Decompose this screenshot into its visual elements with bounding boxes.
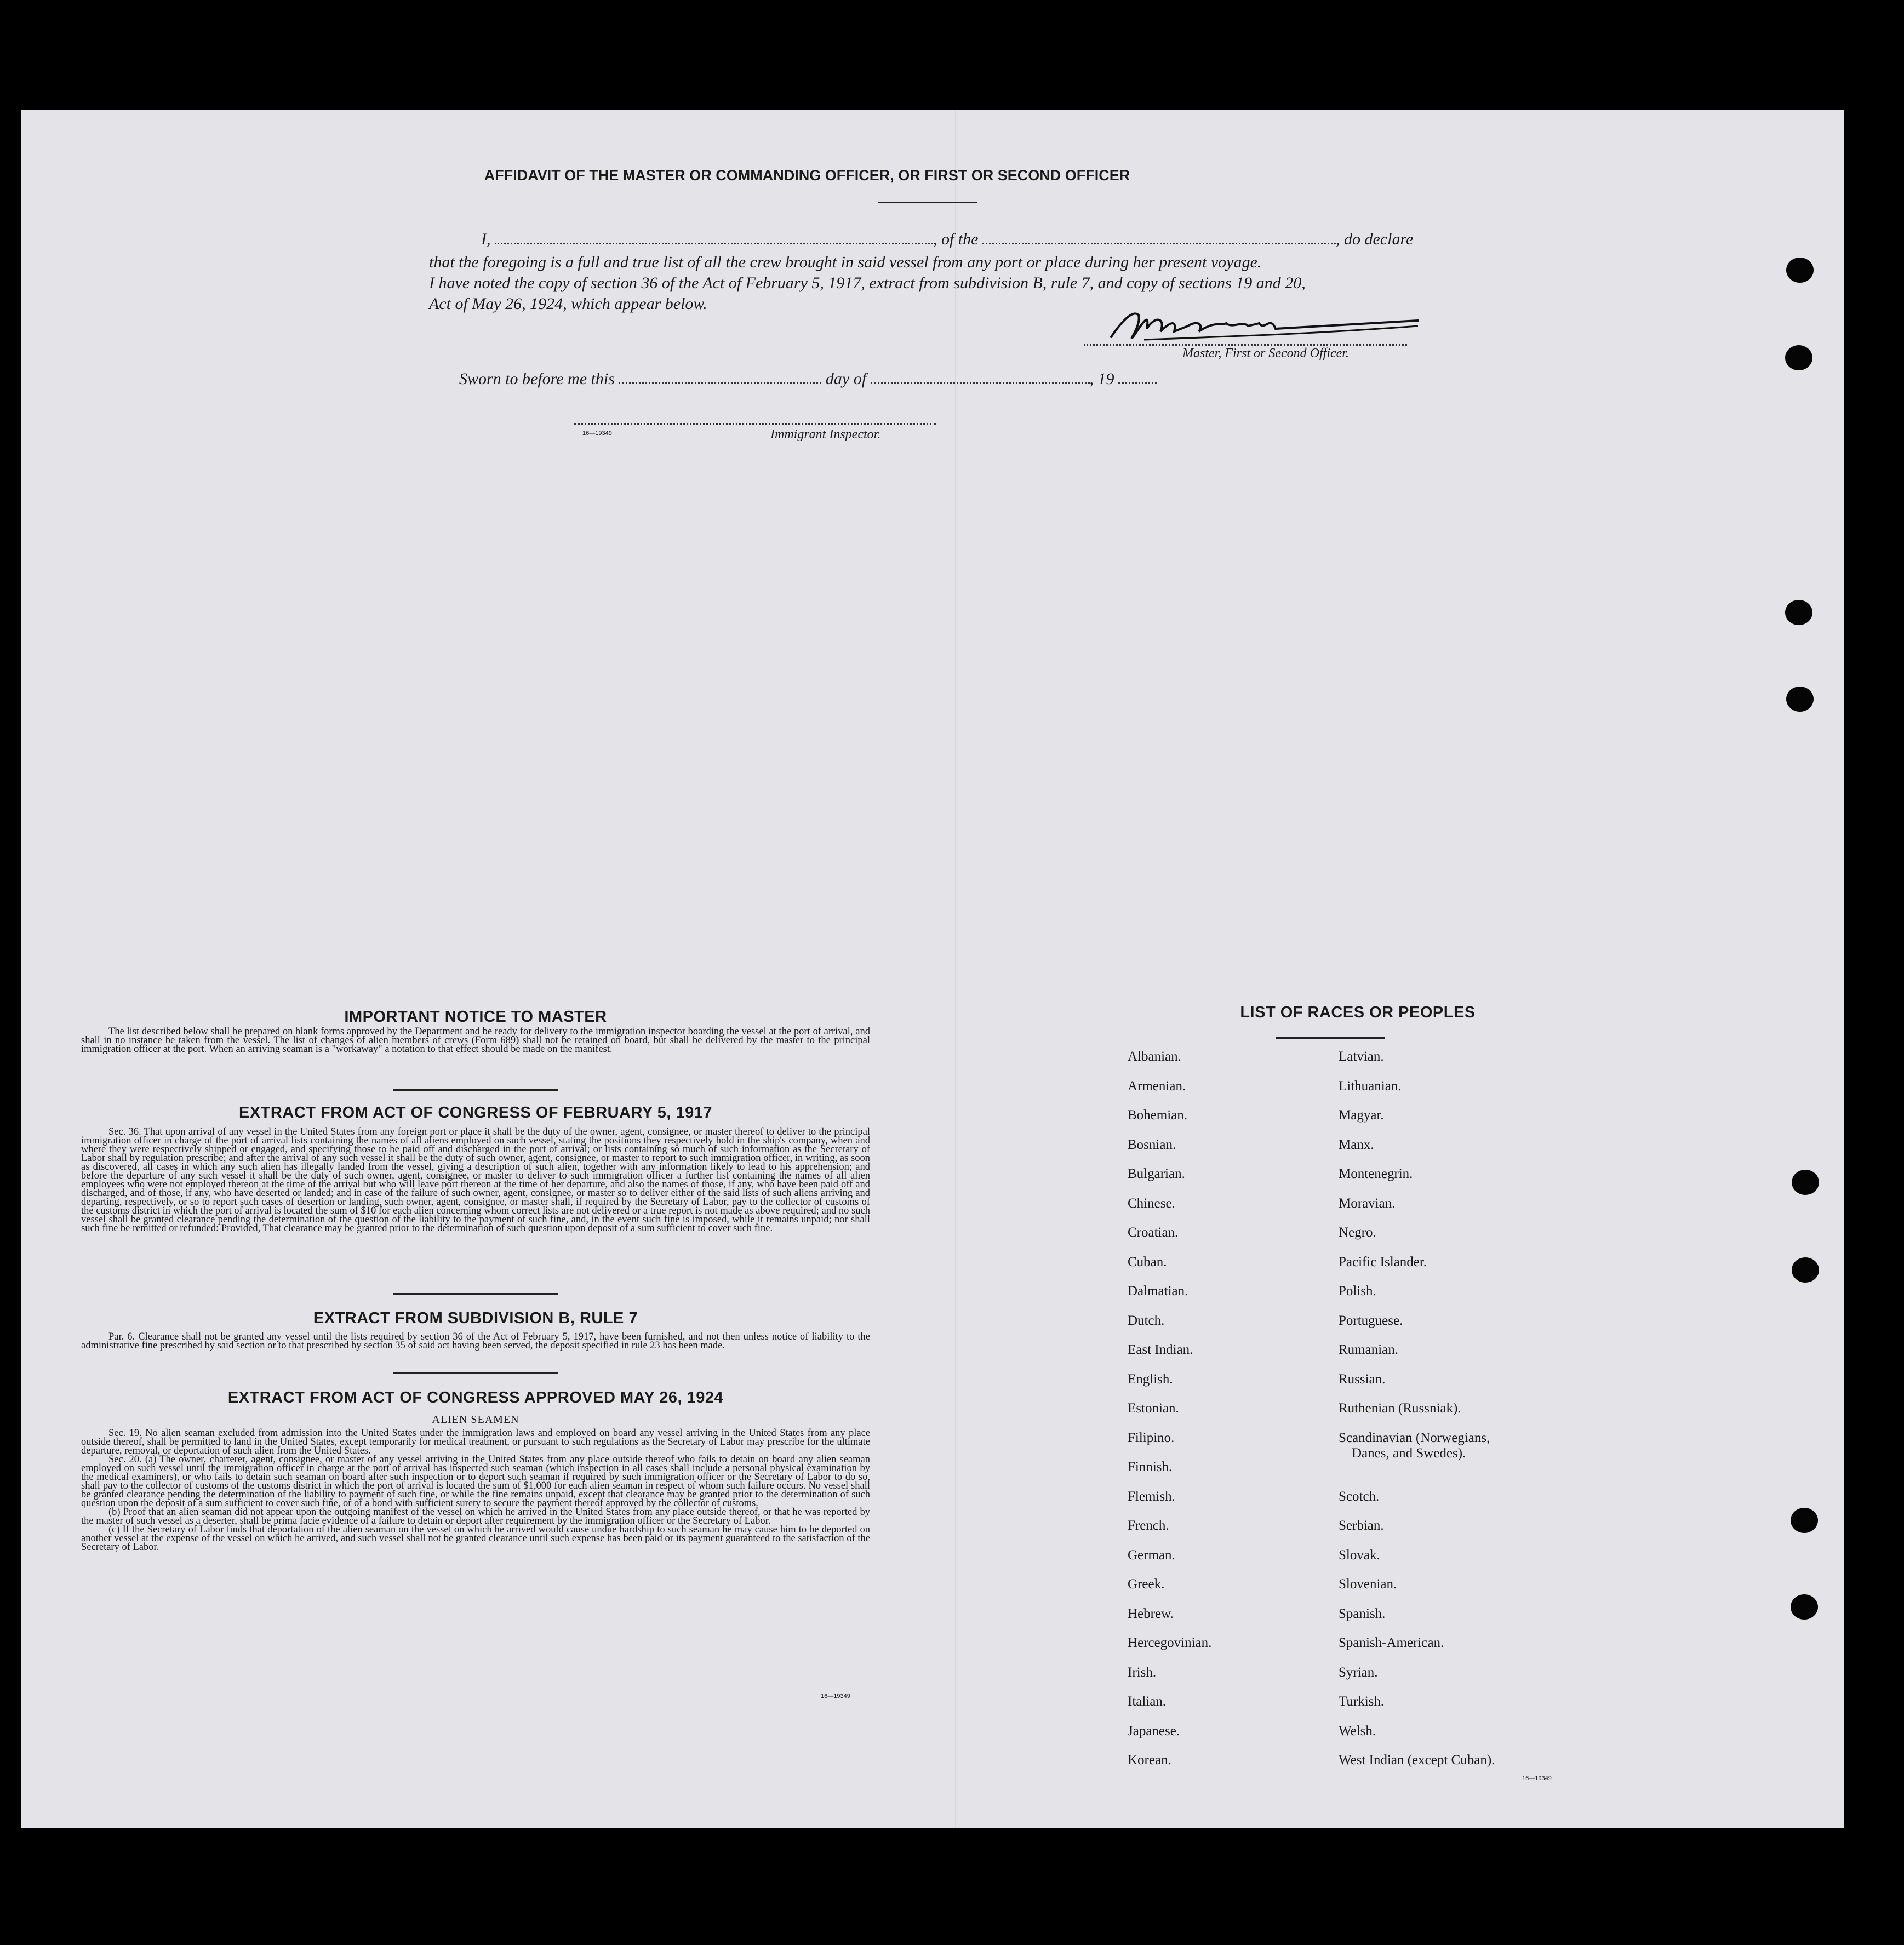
race-item: Flemish.	[1128, 1489, 1175, 1504]
race-item: Danes, and Swedes).	[1352, 1445, 1466, 1461]
races-title: LIST OF RACES OR PEOPLES	[1240, 1004, 1476, 1021]
vessel-field[interactable]	[982, 243, 1336, 244]
form-number: 16—19349	[821, 1693, 850, 1700]
race-item: Polish.	[1339, 1284, 1376, 1298]
race-item: Irish.	[1128, 1664, 1157, 1680]
race-item: Negro.	[1339, 1225, 1376, 1240]
title-rule	[878, 202, 977, 203]
section-divider	[393, 1372, 558, 1374]
race-item: Hebrew.	[1128, 1606, 1174, 1621]
affidavit-body-line: Act of May 26, 1924, which appear below.	[429, 295, 707, 313]
race-item: Korean.	[1128, 1753, 1171, 1767]
race-item: Spanish-American.	[1339, 1635, 1444, 1650]
document-page	[21, 110, 1844, 1828]
signature-line	[1084, 344, 1407, 346]
race-item: Dalmatian.	[1128, 1284, 1188, 1298]
race-item: Bosnian.	[1128, 1137, 1176, 1152]
title-rule	[1276, 1037, 1385, 1039]
sworn-line	[459, 370, 1157, 388]
race-item: Italian.	[1128, 1694, 1167, 1709]
i-label: I,	[481, 230, 491, 248]
notice-title: IMPORTANT NOTICE TO MASTER	[344, 1008, 607, 1026]
race-item: Moravian.	[1339, 1195, 1396, 1211]
name-field[interactable]	[495, 243, 933, 244]
race-item: French.	[1128, 1518, 1169, 1533]
inspector-label: Immigrant Inspector.	[770, 427, 881, 442]
inspector-line	[574, 423, 936, 425]
affidavit-title: AFFIDAVIT OF THE MASTER OR COMMANDING OFFICER, OR FIRST OR SECOND OFFICER	[484, 167, 1130, 184]
race-item: Slovenian.	[1339, 1577, 1397, 1592]
race-item: Greek.	[1128, 1577, 1165, 1592]
race-item: Bulgarian.	[1128, 1166, 1185, 1181]
section-divider	[393, 1089, 558, 1091]
year-label: , 19	[1089, 370, 1114, 388]
punch-hole	[1792, 1170, 1819, 1195]
race-item: Croatian.	[1128, 1225, 1179, 1240]
section-divider	[393, 1293, 558, 1295]
punch-hole	[1786, 258, 1814, 283]
sworn-month-field[interactable]	[871, 382, 1090, 384]
extract-1924-text: Sec. 19. No alien seaman excluded from admission into the United States under the immigration laws and employed on board any vessel arriving in the United States from any place outside thereof, shall be permitted to land in the United States, except temporarily for medical treatment, or pursuant to such regulations as the Secretary of Labor may prescribe for the ultimate departure, removal, or deportation of such alien from the United States. Sec. 20. (a) The owner, charterer, agent, consignee, or master of any vessel arriving in the United States from any place outside thereof who fails to detain on board any alien seaman employed on such vessel until the immigration officer in charge at the port of arrival has inspected such seaman (which inspection in all cases shall include a personal physical examination by the medical examiners), or who fails to detain such seaman on board after such inspection or to deport such seaman if required by such immigration officer or the Secretary of Labor to do so, shall pay to the collector of customs of the customs district in which the port of arrival is located the sum of $1,000 for each alien seaman in respect of whom such failure occurs. No vessel shall be granted clearance pending the determination of the liability to payment of such fine, or while the fine remains unpaid, except that clearance may be granted prior to the determination of such question upon the deposit of a sum sufficient to cover such fine, or of a bond with sufficient surety to secure the payment thereof approved by the collector of customs. (b) Proof that an alien seaman did not appear upon the outgoing manifest of the vessel on which he arrived in the United States from any place outside thereof, or that he was reported by the master of such vessel as a deserter, shall be prima facie evidence of a failure to detain or deport after requirement by the immigration officer or the Secretary of Labor. (c) If the Secretary of Labor finds that deportation of the alien seaman on the vessel on which he arrived would cause undue hardship to such seaman he may cause him to be deported on another vessel at the expense of the vessel on which he arrived, and such vessel shall not be granted clearance until such expense has been paid or its payment guaranteed to the satisfaction of the Secretary of Labor.	[81, 1428, 870, 1553]
extract-1917-title: EXTRACT FROM ACT OF CONGRESS OF FEBRUARY 5, 1917	[238, 1104, 713, 1122]
sworn-year-field[interactable]	[1118, 382, 1157, 384]
of-the-label: , of the	[933, 230, 979, 248]
affidavit-body-line: that the foregoing is a full and true list of all the crew brought in said vessel from any port or place during her present voyage.	[429, 253, 1262, 271]
race-item: Magyar.	[1339, 1108, 1384, 1123]
race-item: German.	[1128, 1547, 1175, 1563]
race-item: Syrian.	[1339, 1664, 1378, 1680]
race-item: Scotch.	[1339, 1489, 1380, 1504]
race-item: Portuguese.	[1339, 1313, 1403, 1328]
extract-1924-subtitle: ALIEN SEAMEN	[432, 1414, 519, 1426]
punch-hole	[1791, 1508, 1818, 1533]
races-right-column	[1339, 1049, 1569, 1782]
extract-rule7-text: Par. 6. Clearance shall not be granted any vessel until the lists required by section 36 of the Act of February 5, 1917, have been furnished, and not then unless notice of liability to the administrative fine prescribed by said section or to that prescribed by section 35 of said act having been served, the deposit specified in rule 23 has been made.	[81, 1331, 870, 1351]
race-item: Spanish.	[1339, 1606, 1386, 1621]
affidavit-body-line: I have noted the copy of section 36 of the Act of February 5, 1917, extract from subdivision B, rule 7, and copy of sections 19 and 20,	[429, 274, 1306, 292]
race-item: Japanese.	[1128, 1723, 1180, 1738]
race-item: East Indian.	[1128, 1342, 1193, 1357]
race-item: Filipino.	[1128, 1430, 1175, 1445]
race-item: Cuban.	[1128, 1254, 1167, 1269]
punch-hole	[1785, 600, 1812, 625]
race-item: Bohemian.	[1128, 1108, 1188, 1123]
punch-hole	[1791, 1594, 1818, 1620]
race-item: Latvian.	[1339, 1049, 1384, 1064]
race-item: Russian.	[1339, 1371, 1386, 1387]
race-item: Ruthenian (Russniak).	[1339, 1401, 1461, 1416]
race-item: Chinese.	[1128, 1195, 1175, 1211]
punch-hole	[1785, 345, 1812, 370]
race-item: Pacific Islander.	[1339, 1254, 1427, 1269]
signature-caption: Master, First or Second Officer.	[1182, 346, 1349, 361]
sworn-label: Sworn to before me this	[459, 370, 615, 388]
race-item: Hercegovinian.	[1128, 1635, 1212, 1650]
race-item: Armenian.	[1128, 1078, 1186, 1094]
punch-hole	[1786, 687, 1814, 712]
sworn-day-field[interactable]	[619, 382, 821, 384]
extract-rule7-title: EXTRACT FROM SUBDIVISION B, RULE 7	[313, 1309, 638, 1327]
race-item: Montenegrin.	[1339, 1166, 1413, 1181]
extract-1924-title: EXTRACT FROM ACT OF CONGRESS APPROVED MAY 26, 1924	[227, 1389, 724, 1406]
form-number: 16—19349	[1522, 1775, 1552, 1782]
race-item: Welsh.	[1339, 1723, 1376, 1738]
race-item: Scandinavian (Norwegians,	[1339, 1430, 1490, 1445]
fold-line	[955, 110, 956, 1828]
day-of-label: day of	[825, 370, 867, 388]
race-item: Finnish.	[1128, 1460, 1173, 1474]
race-item: Serbian.	[1339, 1518, 1384, 1533]
race-item: English.	[1128, 1371, 1173, 1387]
race-item: Manx.	[1339, 1137, 1374, 1152]
race-item: Turkish.	[1339, 1694, 1385, 1709]
race-item: Lithuanian.	[1339, 1078, 1402, 1094]
race-item: Estonian.	[1128, 1401, 1179, 1416]
do-declare-label: , do declare	[1336, 230, 1414, 248]
races-left-column	[1128, 1049, 1336, 1782]
race-item: Albanian.	[1128, 1049, 1181, 1064]
race-item: West Indian (except Cuban).	[1339, 1753, 1495, 1767]
punch-hole	[1792, 1257, 1819, 1283]
notice-text: The list described below shall be prepared on blank forms approved by the Department and be ready for delivery to the immigration inspector boarding the vessel at the port of arrival, and shall in no instance be taken from the vessel. The list of changes of alien members of crews (Form 689) shall not be retained on board, but shall be delivered by the master to the principal immigration officer at the port. When an arriving seaman is a "workaway" a notation to that effect should be made on the manifest.	[81, 1026, 870, 1055]
form-number: 16—19349	[582, 430, 612, 437]
race-item: Slovak.	[1339, 1547, 1380, 1563]
extract-1917-text: Sec. 36. That upon arrival of any vessel in the United States from any foreign port or place it shall be the duty of the owner, agent, consignee, or master thereof to deliver to the principal immigration officer in charge of the port of arrival lists containing the names of all aliens employed on such vessel, stating the positions they respectively hold in the ship's company, when and where they were respectively shipped or engaged, and specifying those to be paid off and discharged in the port of arrival; or lists containing so much of such information as the Secretary of Labor shall by regulation prescribe; and after the arrival of any such vessel it shall be the duty of such owner, agent, consignee, or master to report to such immigration officer, in writing, as soon as discovered, all cases in which any such alien has illegally landed from the vessel, giving a description of such alien, together with any information likely to lead to his apprehension; and before the departure of any such vessel it shall be the duty of such owner, agent, consignee, or master to deliver to such immigration officer a further list containing the names of all alien employees who were not employed thereon at the time of the arrival but who will leave port thereon at the time of her departure, and also the names of those, if any, who have been paid off and discharged, and of those, if any, who have deserted or landed; and in case of the failure of such owner, agent, consignee, or master so to deliver either of the said lists of such aliens arriving and departing, respectively, or so to report such cases of desertion or landing, such owner, agent, consignee, or master shall, if required by the Secretary of Labor, pay to the collector of customs of the customs district in which the port of arrival is located the sum of $10 for each alien concerning whom correct lists are not delivered or a true report is not made as above required; and no such vessel shall be granted clearance pending the determination of the question of the liability to the payment of such fine, and, in the event such fine is imposed, while it remains unpaid; nor shall such fine be remitted or refunded: Provided, That clearance may be granted prior to the determination of such question upon deposit of a sum sufficient to cover such fine.	[81, 1126, 870, 1234]
race-item: Dutch.	[1128, 1313, 1165, 1328]
affidavit-first-line	[429, 230, 1470, 249]
race-item: Rumanian.	[1339, 1342, 1399, 1357]
